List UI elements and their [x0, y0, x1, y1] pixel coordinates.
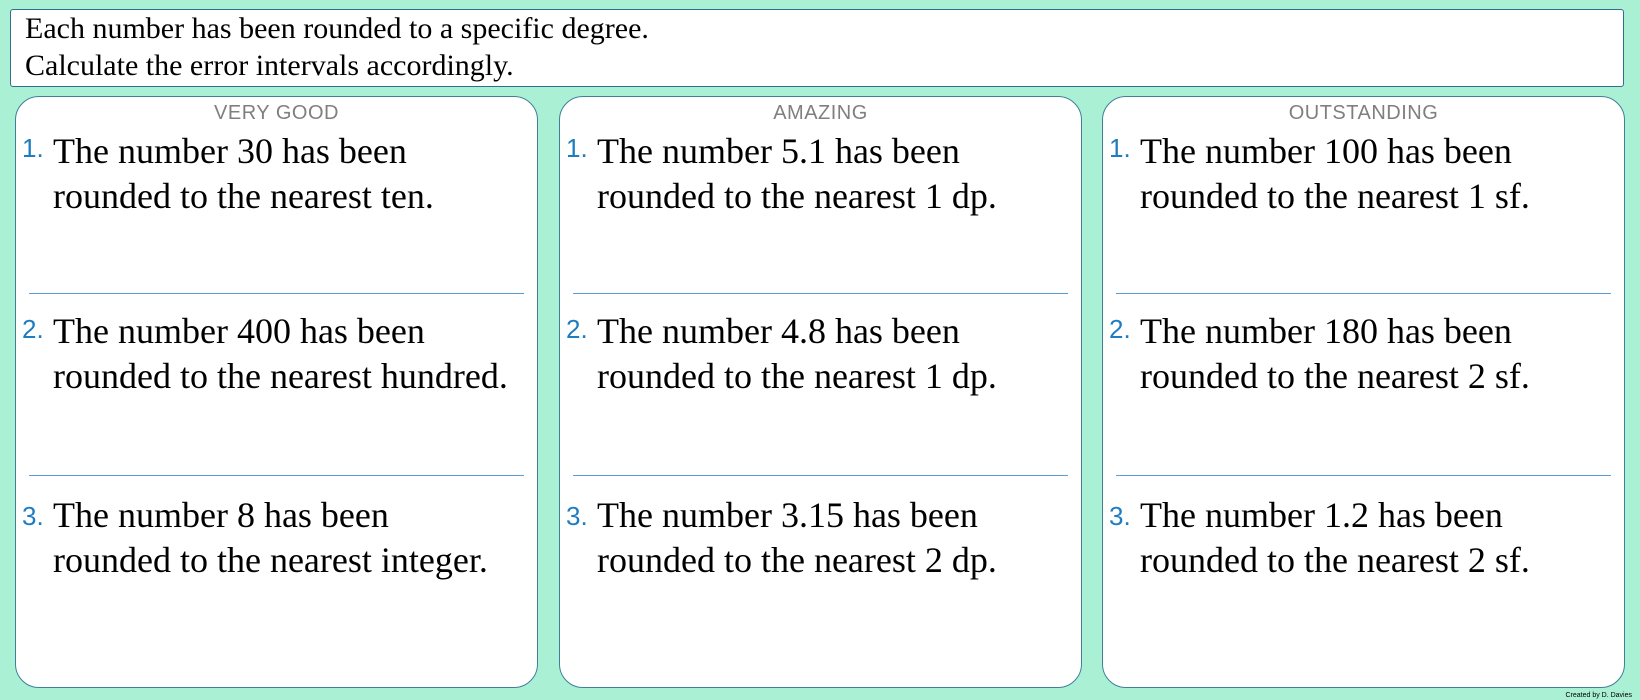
question-text — [1140, 493, 1530, 583]
instructions-box — [10, 9, 1624, 87]
question-text — [597, 129, 997, 219]
question-line-1: The number 30 has been — [53, 131, 407, 171]
question-number: 3. — [1109, 501, 1131, 531]
question-number: 2. — [566, 314, 588, 344]
question-text — [597, 309, 997, 399]
divider — [1116, 293, 1611, 294]
credit-text: Created by D. Davies — [1565, 692, 1632, 699]
divider — [29, 293, 524, 294]
question-line-1: The number 400 has been — [53, 311, 425, 351]
question-line-1: The number 3.15 has been — [597, 495, 978, 535]
question-line-1: The number 180 has been — [1140, 311, 1512, 351]
question-line-2: rounded to the nearest 2 dp. — [597, 540, 997, 580]
question-text — [53, 309, 508, 399]
divider — [573, 475, 1068, 476]
question-text — [53, 493, 488, 583]
question-line-2: rounded to the nearest 1 dp. — [597, 356, 997, 396]
instructions-line-1: Each number has been rounded to a specific degree. — [25, 12, 649, 45]
question-line-2: rounded to the nearest ten. — [53, 176, 434, 216]
question-text — [597, 493, 997, 583]
question-line-1: The number 5.1 has been — [597, 131, 960, 171]
question-number: 1. — [566, 133, 588, 163]
question-number: 2. — [22, 314, 44, 344]
question-text — [1140, 309, 1530, 399]
column-heading: AMAZING — [773, 102, 868, 124]
column-amazing — [559, 96, 1082, 688]
question-number: 1. — [1109, 133, 1131, 163]
column-outstanding — [1102, 96, 1625, 688]
divider — [1116, 475, 1611, 476]
question-number: 2. — [1109, 314, 1131, 344]
question-line-1: The number 100 has been — [1140, 131, 1512, 171]
question-number: 1. — [22, 133, 44, 163]
question-text — [53, 129, 434, 219]
question-text — [1140, 129, 1530, 219]
question-line-1: The number 8 has been — [53, 495, 389, 535]
question-line-2: rounded to the nearest integer. — [53, 540, 488, 580]
question-line-2: rounded to the nearest 2 sf. — [1140, 540, 1530, 580]
question-line-2: rounded to the nearest 1 sf. — [1140, 176, 1530, 216]
column-very-good — [15, 96, 538, 688]
divider — [573, 293, 1068, 294]
divider — [29, 475, 524, 476]
instructions-line-2: Calculate the error intervals accordingly. — [25, 49, 514, 82]
column-heading: OUTSTANDING — [1288, 102, 1439, 124]
question-line-2: rounded to the nearest 2 sf. — [1140, 356, 1530, 396]
question-line-2: rounded to the nearest 1 dp. — [597, 176, 997, 216]
question-line-2: rounded to the nearest hundred. — [53, 356, 508, 396]
question-line-1: The number 4.8 has been — [597, 311, 960, 351]
column-heading: VERY GOOD — [214, 102, 339, 124]
question-line-1: The number 1.2 has been — [1140, 495, 1503, 535]
question-number: 3. — [566, 501, 588, 531]
question-number: 3. — [22, 501, 44, 531]
